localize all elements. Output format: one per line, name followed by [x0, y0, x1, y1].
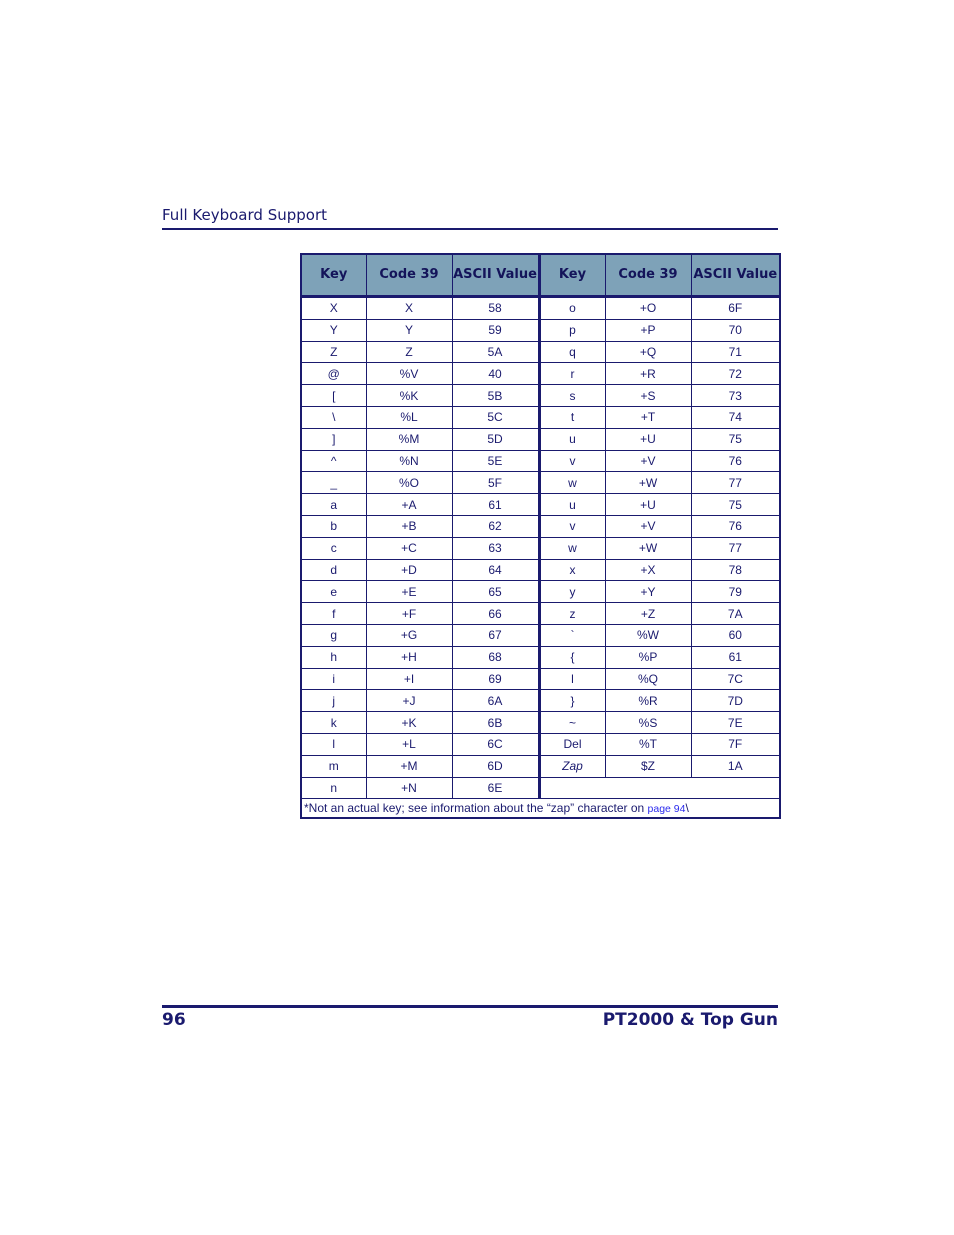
table-cell: h — [301, 646, 366, 668]
table-cell: 61 — [452, 494, 539, 516]
table-cell: 5D — [452, 428, 539, 450]
table-cell: +Z — [605, 603, 691, 625]
table-cell: 61 — [691, 646, 780, 668]
table-row — [301, 406, 780, 428]
table-cell: Del — [539, 733, 605, 755]
table-cell: %N — [366, 450, 452, 472]
header-key-left: Key — [301, 254, 366, 297]
table-header-row — [301, 254, 780, 297]
table-cell: X — [301, 297, 366, 320]
table-cell: +C — [366, 537, 452, 559]
table-cell: r — [539, 363, 605, 385]
table-cell: { — [539, 646, 605, 668]
table-cell: u — [539, 494, 605, 516]
table-cell: 77 — [691, 537, 780, 559]
table-cell: +L — [366, 733, 452, 755]
table-row — [301, 559, 780, 581]
document-title: PT2000 & Top Gun — [602, 1010, 778, 1030]
table-cell: 77 — [691, 472, 780, 494]
table-body — [301, 297, 780, 819]
table-cell: g — [301, 624, 366, 646]
table-cell: i — [301, 668, 366, 690]
table-row — [301, 537, 780, 559]
table-cell: w — [539, 472, 605, 494]
table-cell: 79 — [691, 581, 780, 603]
table-cell: e — [301, 581, 366, 603]
table-cell: 7C — [691, 668, 780, 690]
table-cell: +B — [366, 515, 452, 537]
table-row — [301, 472, 780, 494]
table-cell: 5B — [452, 385, 539, 407]
table-cell: u — [539, 428, 605, 450]
table-cell: v — [539, 515, 605, 537]
table-cell: 7E — [691, 712, 780, 734]
table-cell: 63 — [452, 537, 539, 559]
table-cell: 65 — [452, 581, 539, 603]
table-cell: +F — [366, 603, 452, 625]
table-cell: 6A — [452, 690, 539, 712]
table-cell: Z — [301, 341, 366, 363]
table-cell: +A — [366, 494, 452, 516]
table-cell: +S — [605, 385, 691, 407]
table-cell: %L — [366, 406, 452, 428]
table-cell: ~ — [539, 712, 605, 734]
table-cell: %V — [366, 363, 452, 385]
table-cell: +U — [605, 428, 691, 450]
keyboard-table-container — [300, 253, 779, 819]
table-row — [301, 450, 780, 472]
table-cell: p — [539, 319, 605, 341]
table-row — [301, 428, 780, 450]
empty-cell — [539, 777, 780, 799]
footnote-suffix: \ — [685, 801, 689, 816]
table-cell: w — [539, 537, 605, 559]
footnote-text: *Not an actual key; see information about the “zap” character on — [304, 801, 648, 816]
table-cell: 40 — [452, 363, 539, 385]
table-row — [301, 646, 780, 668]
table-cell: 58 — [452, 297, 539, 320]
table-cell: } — [539, 690, 605, 712]
table-cell: 68 — [452, 646, 539, 668]
table-row — [301, 603, 780, 625]
table-cell: +W — [605, 537, 691, 559]
table-cell: +D — [366, 559, 452, 581]
page-94-link[interactable]: page 94 — [647, 803, 686, 816]
table-row — [301, 668, 780, 690]
table-cell: 6B — [452, 712, 539, 734]
table-cell: 5F — [452, 472, 539, 494]
table-cell: 70 — [691, 319, 780, 341]
table-cell: 64 — [452, 559, 539, 581]
table-cell: \ — [301, 406, 366, 428]
table-cell: %P — [605, 646, 691, 668]
table-cell: 62 — [452, 515, 539, 537]
table-cell: %W — [605, 624, 691, 646]
table-cell: 69 — [452, 668, 539, 690]
table-cell: 66 — [452, 603, 539, 625]
table-cell: q — [539, 341, 605, 363]
table-cell: +R — [605, 363, 691, 385]
table-row — [301, 755, 780, 777]
table-cell: m — [301, 755, 366, 777]
table-cell: %T — [605, 733, 691, 755]
table-cell: ^ — [301, 450, 366, 472]
table-cell: k — [301, 712, 366, 734]
table-cell: 6F — [691, 297, 780, 320]
table-row — [301, 297, 780, 320]
table-cell: 60 — [691, 624, 780, 646]
table-cell: s — [539, 385, 605, 407]
table-cell: 5C — [452, 406, 539, 428]
table-cell: z — [539, 603, 605, 625]
table-cell: +W — [605, 472, 691, 494]
table-cell: 78 — [691, 559, 780, 581]
header-ascii-right: ASCII Value — [691, 254, 780, 297]
table-cell: o — [539, 297, 605, 320]
table-cell: %S — [605, 712, 691, 734]
table-cell: Y — [366, 319, 452, 341]
table-cell: 7D — [691, 690, 780, 712]
table-cell: v — [539, 450, 605, 472]
table-cell: l — [539, 668, 605, 690]
table-cell: 67 — [452, 624, 539, 646]
table-row — [301, 363, 780, 385]
table-cell: +G — [366, 624, 452, 646]
table-cell: +P — [605, 319, 691, 341]
table-cell: +O — [605, 297, 691, 320]
table-cell: +E — [366, 581, 452, 603]
table-cell: X — [366, 297, 452, 320]
table-cell: 71 — [691, 341, 780, 363]
table-row — [301, 624, 780, 646]
table-cell: Z — [366, 341, 452, 363]
table-cell: +N — [366, 777, 452, 799]
table-cell: 76 — [691, 515, 780, 537]
table-row — [301, 494, 780, 516]
table-cell: 75 — [691, 428, 780, 450]
table-row — [301, 712, 780, 734]
table-cell: 6D — [452, 755, 539, 777]
table-row-last — [301, 777, 780, 799]
table-cell: n — [301, 777, 366, 799]
table-cell: 75 — [691, 494, 780, 516]
table-cell: 5A — [452, 341, 539, 363]
running-footer — [162, 1005, 778, 1034]
table-cell: +I — [366, 668, 452, 690]
table-cell: %M — [366, 428, 452, 450]
table-cell: %Q — [605, 668, 691, 690]
table-cell: a — [301, 494, 366, 516]
table-cell: 6E — [452, 777, 539, 799]
table-row — [301, 319, 780, 341]
page-number: 96 — [162, 1010, 186, 1030]
table-cell: y — [539, 581, 605, 603]
table-cell: 7F — [691, 733, 780, 755]
header-code39-right: Code 39 — [605, 254, 691, 297]
keyboard-code-table — [300, 253, 781, 819]
table-cell: +Y — [605, 581, 691, 603]
table-cell: t — [539, 406, 605, 428]
table-cell: 59 — [452, 319, 539, 341]
table-row — [301, 341, 780, 363]
table-cell: ` — [539, 624, 605, 646]
table-row — [301, 581, 780, 603]
header-key-right: Key — [539, 254, 605, 297]
table-cell: d — [301, 559, 366, 581]
table-cell: %R — [605, 690, 691, 712]
table-cell: +Q — [605, 341, 691, 363]
table-cell: +V — [605, 450, 691, 472]
table-cell: 76 — [691, 450, 780, 472]
table-cell: +V — [605, 515, 691, 537]
table-cell: %O — [366, 472, 452, 494]
table-row — [301, 515, 780, 537]
table-cell: $Z — [605, 755, 691, 777]
header-code39-left: Code 39 — [366, 254, 452, 297]
table-cell: %K — [366, 385, 452, 407]
table-cell: f — [301, 603, 366, 625]
table-cell: j — [301, 690, 366, 712]
table-cell: +K — [366, 712, 452, 734]
section-title: Full Keyboard Support — [162, 206, 327, 224]
table-cell: ] — [301, 428, 366, 450]
table-cell: +M — [366, 755, 452, 777]
table-cell: 7A — [691, 603, 780, 625]
table-row — [301, 385, 780, 407]
table-row — [301, 690, 780, 712]
table-cell: 73 — [691, 385, 780, 407]
table-cell: Zap — [539, 755, 605, 777]
table-note-row — [301, 799, 780, 819]
table-cell: +T — [605, 406, 691, 428]
table-cell: +J — [366, 690, 452, 712]
running-header — [162, 206, 778, 230]
table-cell: c — [301, 537, 366, 559]
table-cell: 74 — [691, 406, 780, 428]
table-cell: l — [301, 733, 366, 755]
table-cell: 1A — [691, 755, 780, 777]
table-cell: [ — [301, 385, 366, 407]
table-cell: x — [539, 559, 605, 581]
table-cell: b — [301, 515, 366, 537]
table-cell: _ — [301, 472, 366, 494]
table-cell: +U — [605, 494, 691, 516]
table-cell: +X — [605, 559, 691, 581]
table-cell: 6C — [452, 733, 539, 755]
table-cell: 72 — [691, 363, 780, 385]
table-cell: @ — [301, 363, 366, 385]
table-cell: Y — [301, 319, 366, 341]
header-ascii-left: ASCII Value — [452, 254, 539, 297]
table-row — [301, 733, 780, 755]
table-cell: 5E — [452, 450, 539, 472]
table-cell: +H — [366, 646, 452, 668]
table-footnote — [301, 799, 780, 819]
